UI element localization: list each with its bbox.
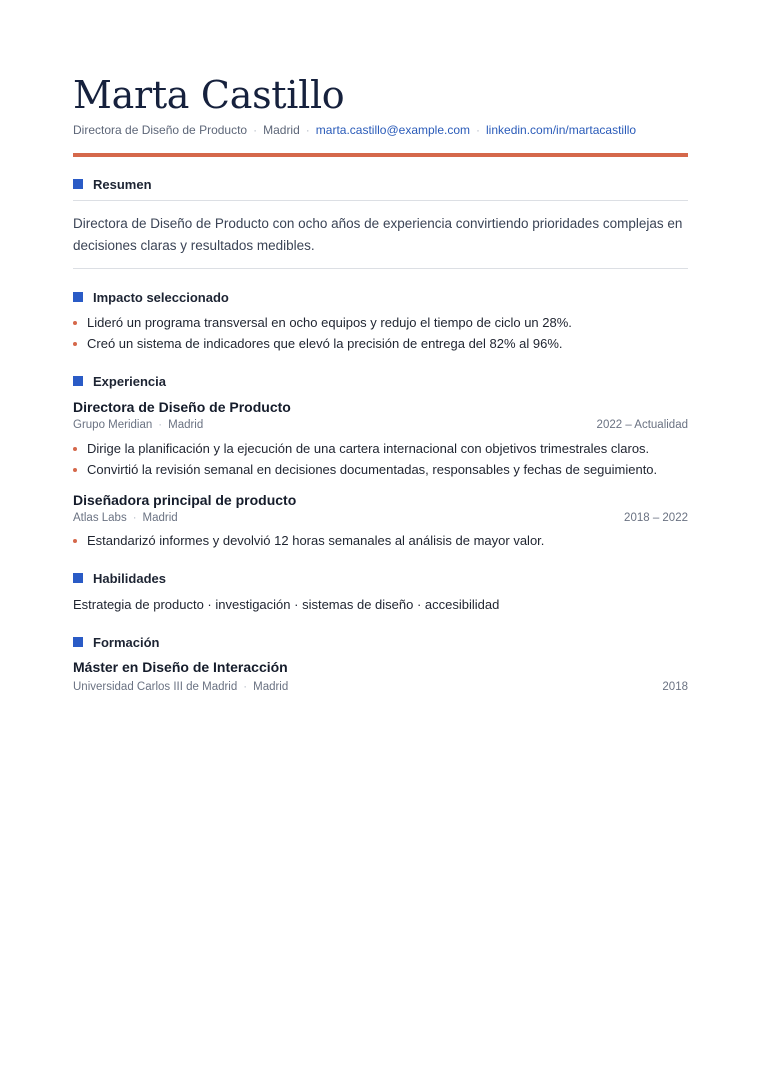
job-meta <box>73 419 203 431</box>
section-title: Experiencia <box>93 373 166 389</box>
separator: · <box>253 123 258 137</box>
impact-item: Creó un sistema de indicadores que elevó la precisión de entrega del 82% al 96%. <box>73 335 563 353</box>
contact-line <box>73 123 636 137</box>
bullet-dot-icon <box>73 447 77 451</box>
section-header-skills <box>73 569 166 587</box>
section-title: Habilidades <box>93 570 166 586</box>
separator: · <box>132 512 137 524</box>
education-year: 2018 <box>662 681 688 693</box>
section-marker-icon <box>73 573 83 583</box>
location-text: Madrid <box>263 123 300 137</box>
candidate-name: Marta Castillo <box>73 73 345 117</box>
degree-title: Máster en Diseño de Interacción <box>73 659 288 675</box>
section-marker-icon <box>73 637 83 647</box>
section-marker-icon <box>73 376 83 386</box>
company-name: Grupo Meridian <box>73 419 153 431</box>
job-bullet: Convirtió la revisión semanal en decisiones documentadas, responsables y fechas de seguimiento. <box>73 461 657 479</box>
job-location: Madrid <box>168 419 204 431</box>
job-dates: 2022 – Actualidad <box>596 419 688 431</box>
job-bullet: Estandarizó informes y devolvió 12 horas semanales al análisis de mayor valor. <box>73 532 544 550</box>
separator: · <box>305 123 310 137</box>
divider <box>73 200 688 201</box>
bullet-dot-icon <box>73 321 77 325</box>
role-text: Directora de Diseño de Producto <box>73 123 248 137</box>
section-title: Impacto seleccionado <box>93 289 229 305</box>
job-dates: 2018 – 2022 <box>624 512 688 524</box>
education-meta <box>73 681 288 693</box>
linkedin-link[interactable]: linkedin.com/in/martacastillo <box>486 123 637 137</box>
separator: · <box>158 419 163 431</box>
job-bullet: Dirige la planificación y la ejecución de una cartera internacional con objetivos trimestrales claros. <box>73 440 649 458</box>
separator: · <box>243 681 248 693</box>
header-accent-rule <box>73 153 688 157</box>
job-location: Madrid <box>142 512 178 524</box>
section-header-education <box>73 633 159 651</box>
school-name: Universidad Carlos III de Madrid <box>73 681 238 693</box>
section-header-impact <box>73 288 229 306</box>
impact-item: Lideró un programa transversal en ocho equipos y redujo el tiempo de ciclo un 28%. <box>73 314 572 332</box>
section-header-summary <box>73 175 152 193</box>
job-title: Diseñadora principal de producto <box>73 492 297 508</box>
job-meta <box>73 512 178 524</box>
school-location: Madrid <box>253 681 289 693</box>
section-marker-icon <box>73 292 83 302</box>
bullet-dot-icon <box>73 342 77 346</box>
section-marker-icon <box>73 179 83 189</box>
company-name: Atlas Labs <box>73 512 127 524</box>
job-title: Directora de Diseño de Producto <box>73 399 291 415</box>
section-header-experience <box>73 372 166 390</box>
email-link[interactable]: marta.castillo@example.com <box>315 123 471 137</box>
section-title: Formación <box>93 634 160 650</box>
summary-text: Directora de Diseño de Producto con ocho años de experiencia convirtiendo prioridades complejas en decisiones claras y resultados medibles. <box>73 216 683 253</box>
section-title: Resumen <box>93 176 152 192</box>
skills-text: Estrategia de producto · investigación · sistemas de diseño · accesibilidad <box>73 597 500 612</box>
bullet-dot-icon <box>73 539 77 543</box>
separator: · <box>476 123 481 137</box>
divider <box>73 268 688 269</box>
bullet-dot-icon <box>73 468 77 472</box>
